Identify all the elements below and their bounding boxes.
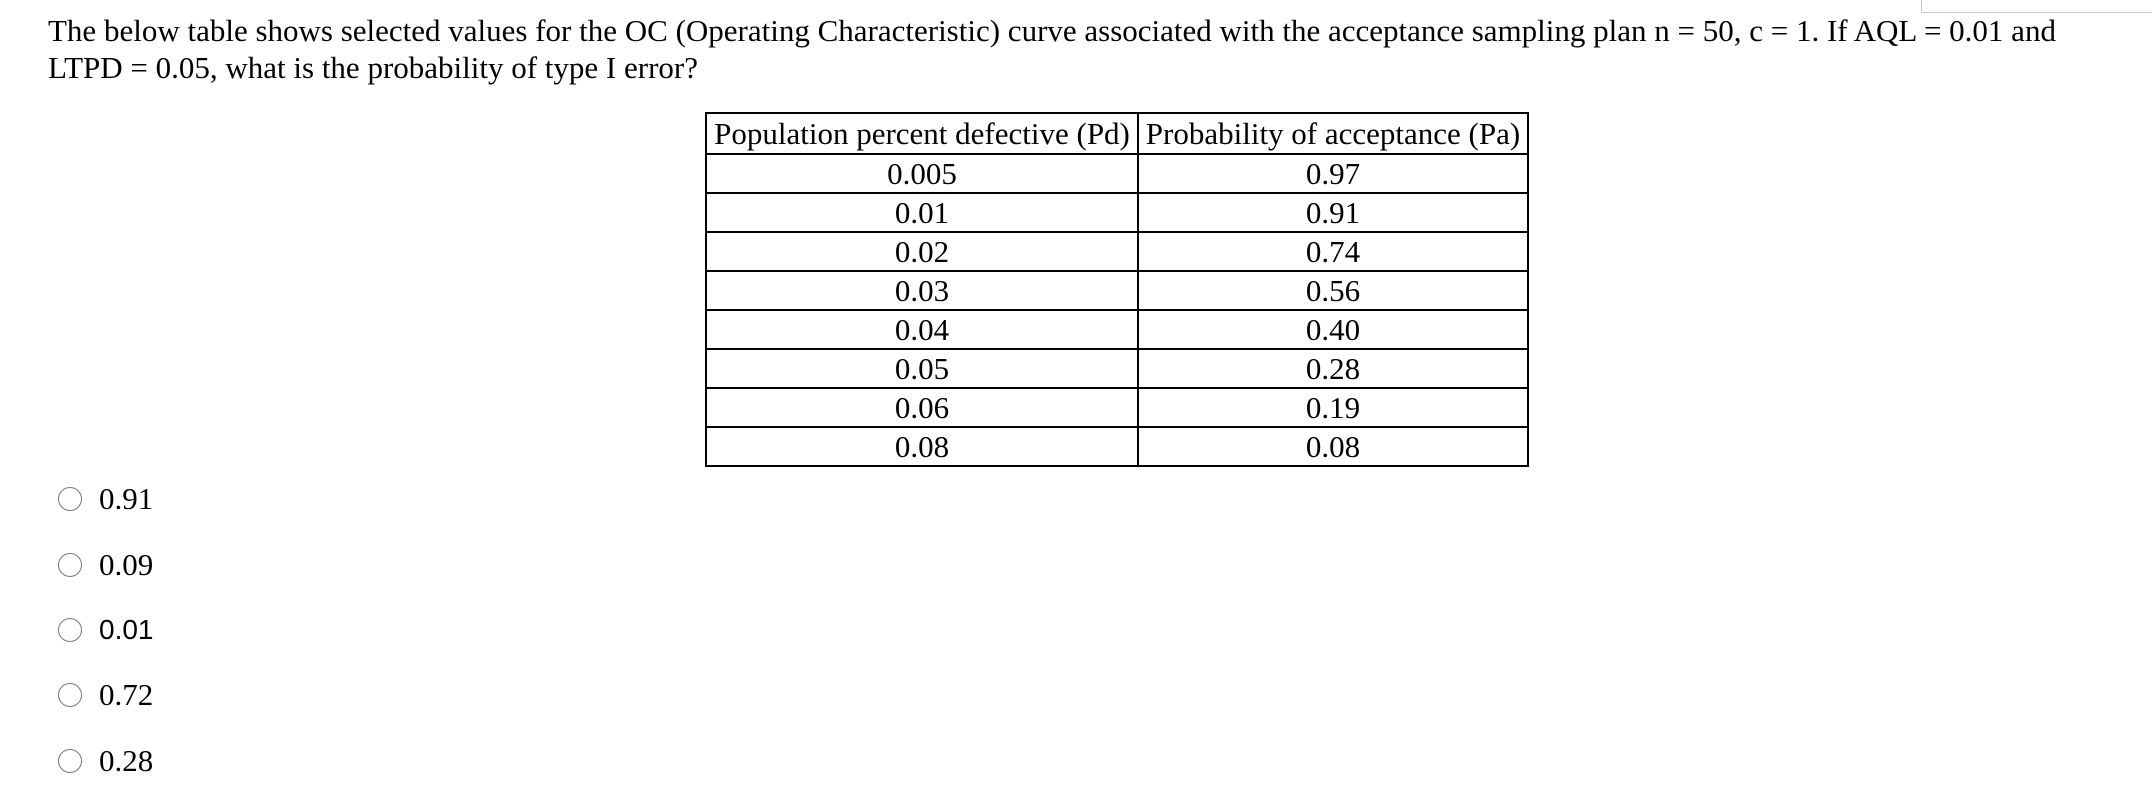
table-row — [706, 271, 1528, 310]
header-pa: Probability of acceptance (Pa) — [1138, 113, 1528, 154]
table-row — [706, 388, 1528, 427]
cell-pa: 0.40 — [1138, 310, 1528, 349]
cell-pa: 0.91 — [1138, 193, 1528, 232]
answer-option-label: 0.72 — [99, 677, 154, 712]
answer-option-2[interactable] — [58, 546, 153, 583]
table-row — [706, 232, 1528, 271]
table-row — [706, 349, 1528, 388]
table-row — [706, 427, 1528, 466]
cell-pd: 0.05 — [706, 349, 1138, 388]
radio-button-icon[interactable] — [58, 618, 82, 642]
cell-pd: 0.03 — [706, 271, 1138, 310]
cell-pd: 0.02 — [706, 232, 1138, 271]
table-row — [706, 154, 1528, 193]
question-text: The below table shows selected values for the OC (Operating Characteristic) curve associated with the acceptance sampling plan n = 50, c = 1. If AQL = 0.01 and LTPD = 0.05, what is the probability of type I error? — [48, 13, 2056, 85]
answer-option-3[interactable] — [58, 611, 154, 648]
cell-pd: 0.08 — [706, 427, 1138, 466]
cell-pa: 0.97 — [1138, 154, 1528, 193]
radio-button-icon[interactable] — [58, 683, 82, 707]
answer-option-label: 0.01 — [99, 614, 154, 645]
table-row — [706, 310, 1528, 349]
cell-pd: 0.04 — [706, 310, 1138, 349]
answer-option-label: 0.28 — [99, 743, 154, 778]
cell-pd: 0.005 — [706, 154, 1138, 193]
answer-option-5[interactable] — [58, 742, 153, 779]
answer-option-label: 0.91 — [99, 481, 154, 516]
oc-curve-table — [705, 112, 1529, 467]
cell-pa: 0.19 — [1138, 388, 1528, 427]
radio-button-icon[interactable] — [58, 487, 82, 511]
cell-pd: 0.06 — [706, 388, 1138, 427]
header-pd: Population percent defective (Pd) — [706, 113, 1138, 154]
cell-pa: 0.74 — [1138, 232, 1528, 271]
answer-option-label: 0.09 — [99, 547, 154, 582]
cell-pa: 0.28 — [1138, 349, 1528, 388]
answer-option-1[interactable] — [58, 480, 153, 517]
cell-pa: 0.08 — [1138, 427, 1528, 466]
answer-option-4[interactable] — [58, 676, 153, 713]
cell-pd: 0.01 — [706, 193, 1138, 232]
cell-pa: 0.56 — [1138, 271, 1528, 310]
table-row — [706, 193, 1528, 232]
radio-button-icon[interactable] — [58, 553, 82, 577]
table-header-row — [706, 113, 1528, 154]
radio-button-icon[interactable] — [58, 749, 82, 773]
